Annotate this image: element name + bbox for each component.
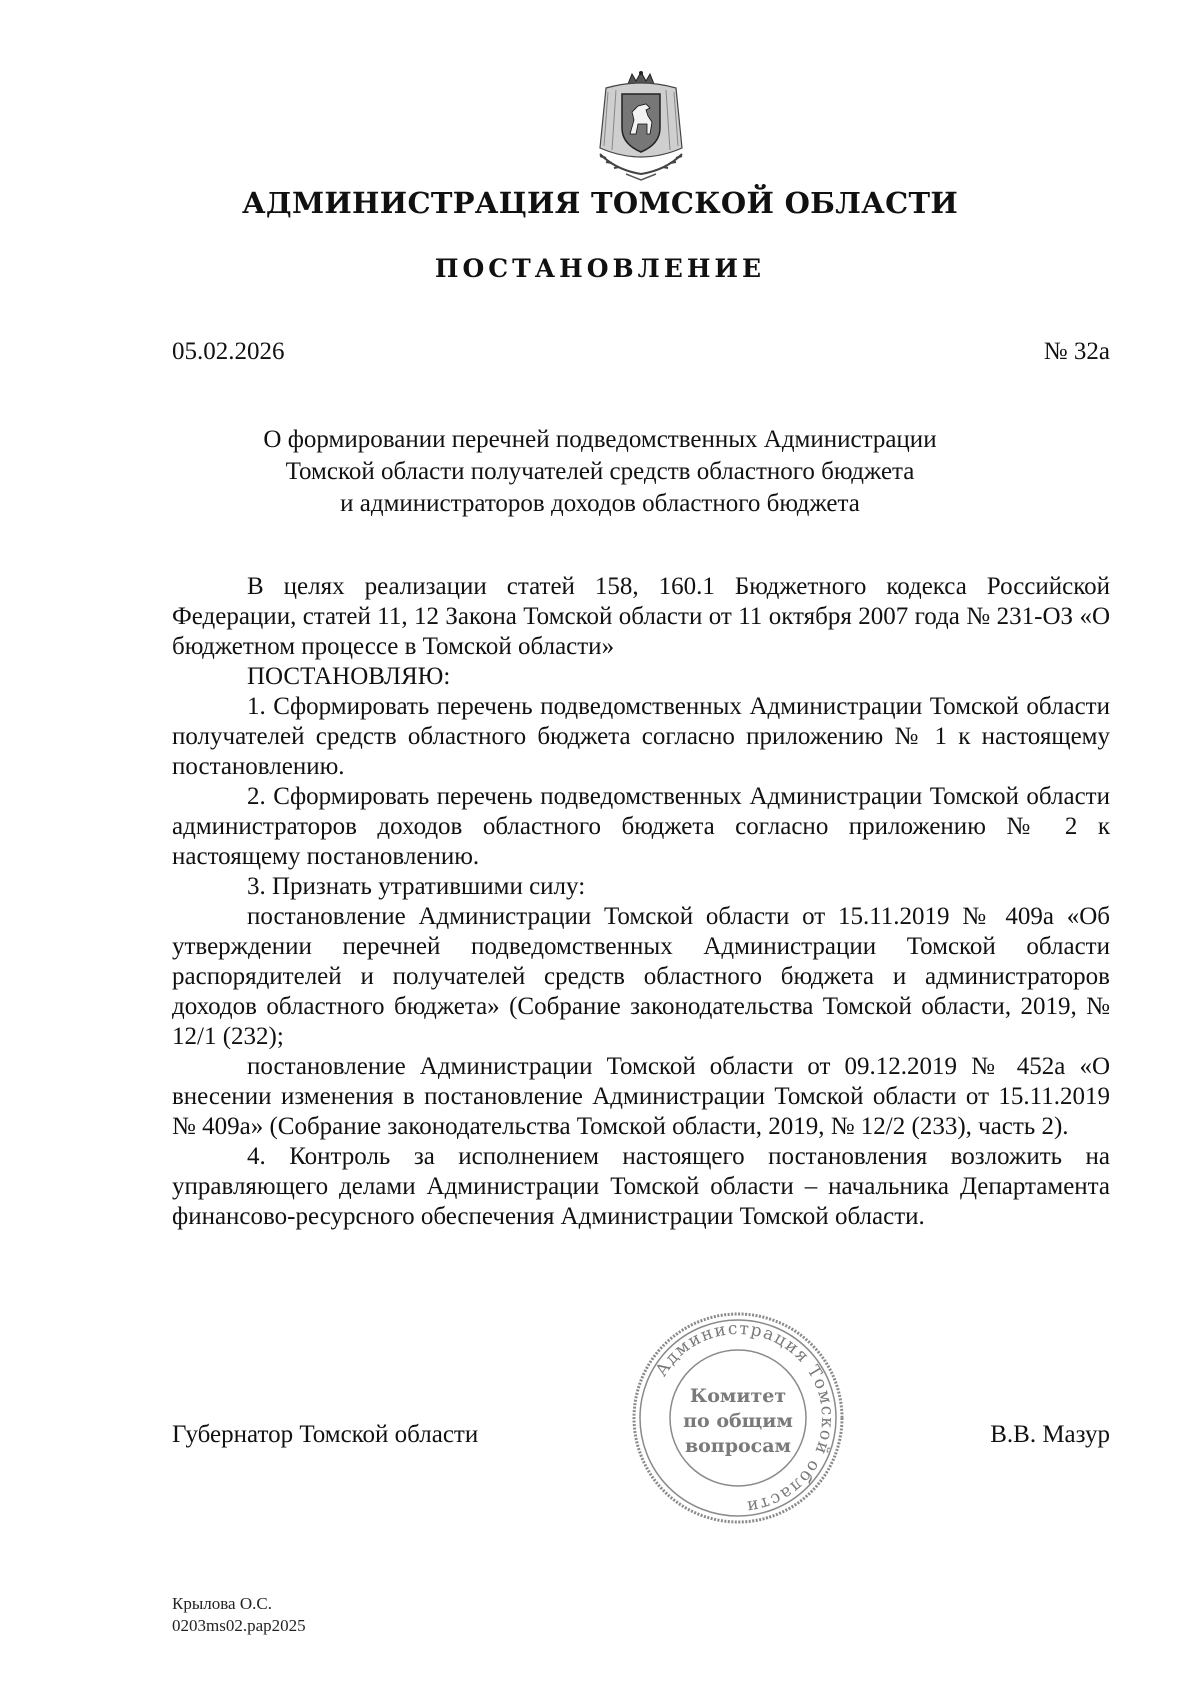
item-3-repealed-act-2: постановление Администрации Томской области от 09.12.2019 № 452а «О внесении изменения в постановление Администрации Томской области от 15.11.2019 № 409а» (Собрание законодательства Томской области, 2019, № 12/2 (233), часть 2). bbox=[172, 1053, 1110, 1140]
stamp-center-line: вопросам bbox=[684, 1435, 792, 1457]
stamp-center-line: по общим bbox=[683, 1410, 793, 1432]
executor-block bbox=[172, 1593, 306, 1637]
preamble-paragraph: В целях реализации статей 158, 160.1 Бюджетного кодекса Российской Федерации, статей 11, 12 Закона Томской области от 11 октября 2007 года № 231-ОЗ «О бюджетном процессе в Томской области» bbox=[172, 573, 1110, 660]
item-2-paragraph: 2. Сформировать перечень подведомственных Администрации Томской области администраторов доходов областного бюджета согласно приложению № 2 к настоящему постановлению. bbox=[172, 783, 1110, 870]
decree-word: ПОСТАНОВЛЯЮ: bbox=[247, 663, 451, 690]
title-line: О формировании перечней подведомственных Администрации bbox=[263, 426, 937, 453]
document-type: ПОСТАНОВЛЕНИЕ bbox=[434, 254, 766, 283]
item-4-paragraph: 4. Контроль за исполнением настоящего постановления возложить на управляющего делами Администрации Томской области – начальника Департамента финансово-ресурсного обеспечения Администрации Томской области. bbox=[172, 1143, 1110, 1230]
tomsk-region-coat-of-arms-icon bbox=[586, 70, 696, 182]
title-line: и администраторов доходов областного бюджета bbox=[340, 490, 860, 517]
document-date: 05.02.2026 bbox=[172, 338, 285, 365]
official-stamp bbox=[630, 1310, 846, 1526]
file-code: 0203ms02.pap2025 bbox=[172, 1616, 306, 1635]
document-number: № 32а bbox=[1043, 338, 1110, 365]
item-3-intro: 3. Признать утратившими силу: bbox=[247, 873, 586, 900]
stamp-center-line: Комитет bbox=[689, 1385, 787, 1407]
document-body bbox=[172, 572, 1110, 1232]
item-3-repealed-act-1: постановление Администрации Томской области от 15.11.2019 № 409а «Об утверждении перечней подведомственных Администрации Томской области распорядителей и получателей средств областного бюджета и администраторов доходов областного бюджета» (Собрание законодательства Томской области, 2019, № 12/1 (232); bbox=[172, 903, 1110, 1050]
item-1-paragraph: 1. Сформировать перечень подведомственных Администрации Томской области получателей средств областного бюджета согласно приложению № 1 к настоящему постановлению. bbox=[172, 693, 1110, 780]
signatory-name: В.В. Мазур bbox=[990, 1421, 1110, 1448]
organization-name: АДМИНИСТРАЦИЯ ТОМСКОЙ ОБЛАСТИ bbox=[241, 186, 959, 220]
title-line: Томской области получателей средств областного бюджета bbox=[285, 458, 915, 485]
executor-name: Крылова О.С. bbox=[172, 1594, 272, 1613]
signatory-position: Губернатор Томской области bbox=[172, 1421, 479, 1448]
document-title bbox=[0, 424, 1200, 520]
stamp-ring-text: Администрация Томской области bbox=[651, 1318, 838, 1517]
